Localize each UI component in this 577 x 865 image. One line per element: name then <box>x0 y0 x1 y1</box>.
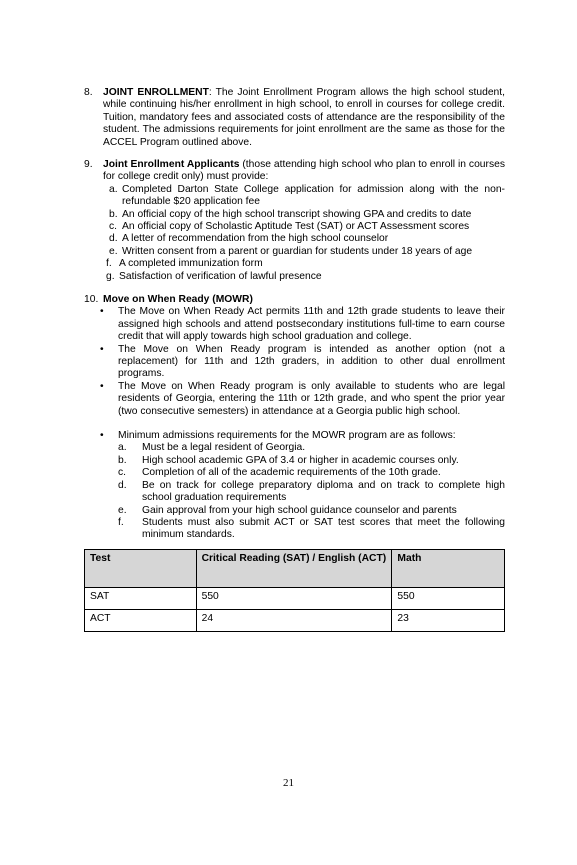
table-cell: ACT <box>85 610 197 632</box>
list-text: Gain approval from your high school guidance counselor and parents <box>142 504 457 516</box>
list-text: Written consent from a parent or guardian for students under 18 years of age <box>122 245 473 257</box>
test-score-table <box>84 549 505 632</box>
section-title: Move on When Ready (MOWR) <box>103 294 253 305</box>
bullet-text: The Move on When Ready program is only available to students who are legal residents of Georgia, entering the 11th or 12th grade, and who spent the prior year (two consecutive semesters) in attendance at a Georgia public high school. <box>118 380 505 417</box>
bullet-icon: • <box>100 380 104 392</box>
list-text: A completed immunization form <box>119 258 263 270</box>
list-item <box>106 258 505 270</box>
list-marker: f. <box>118 516 124 528</box>
list-text: Completed Darton State College application for admission along with the non-refundable $20 application fee <box>122 183 505 208</box>
list-text: Completion of all of the academic requirements of the 10th grade. <box>142 467 441 479</box>
section-number: 10. <box>84 294 99 305</box>
list-marker: b. <box>118 454 127 466</box>
list-item <box>109 246 505 258</box>
list-item <box>118 505 505 517</box>
page-number: 21 <box>283 777 294 789</box>
bullet-icon: • <box>100 306 104 318</box>
list-marker: b. <box>109 208 118 220</box>
section-paragraph <box>103 294 505 306</box>
section-title: JOINT ENROLLMENT <box>103 87 209 98</box>
requirements-list <box>84 184 505 283</box>
bullet-item <box>100 306 505 343</box>
list-item <box>109 209 505 221</box>
list-marker: d. <box>118 479 127 491</box>
list-text: Satisfaction of verification of lawful presence <box>119 270 322 282</box>
mowr-bullet-list <box>84 306 505 541</box>
list-item <box>109 233 505 245</box>
section-joint-enrollment-applicants <box>84 159 505 283</box>
column-header: Critical Reading (SAT) / English (ACT) <box>196 550 392 588</box>
section-move-on-when-ready <box>84 294 505 542</box>
bullet-item <box>100 430 505 542</box>
table-cell: SAT <box>85 588 197 610</box>
list-marker: g. <box>106 270 115 282</box>
list-marker: d. <box>109 233 118 245</box>
bullet-text: The Move on When Ready program is intended as another option (not a replacement) for 11th and 12th graders, in addition to other dual enrollment programs. <box>118 343 505 380</box>
list-item <box>106 271 505 283</box>
list-item <box>118 480 505 505</box>
bullet-item <box>100 381 505 418</box>
list-text: A letter of recommendation from the high school counselor <box>122 233 389 245</box>
list-item <box>118 455 505 467</box>
list-text: Students must also submit ACT or SAT test scores that meet the following minimum standards. <box>142 516 505 541</box>
section-paragraph <box>103 159 505 184</box>
list-marker: a. <box>109 183 118 195</box>
list-item <box>109 184 505 209</box>
list-text: An official copy of Scholastic Aptitude Test (SAT) or ACT Assessment scores <box>122 221 470 233</box>
list-item <box>118 442 505 454</box>
bullet-icon: • <box>100 430 104 442</box>
section-number: 8. <box>84 87 93 98</box>
table-row <box>85 610 505 632</box>
list-text: An official copy of the high school transcript showing GPA and credits to date <box>122 208 472 220</box>
table-row <box>85 588 505 610</box>
mowr-requirements-list <box>118 442 505 541</box>
section-title: Joint Enrollment Applicants <box>103 159 240 170</box>
list-text: High school academic GPA of 3.4 or higher in academic courses only. <box>142 454 459 466</box>
column-header: Math <box>392 550 505 588</box>
table-cell: 24 <box>196 610 392 632</box>
list-item <box>118 467 505 479</box>
section-text: : The Joint Enrollment Program allows the high school student, while continuing his/her enrollment in high school, to enroll in courses for college credit. Tuition, mandatory fees and associated costs of attendance are the responsibility of the student. The admissions requirements for joint enrollment are the same as those for the ACCEL Program outlined above. <box>103 87 505 148</box>
list-item <box>109 221 505 233</box>
section-text: (those attending high school who plan to enroll in courses for college credit only) must provide: <box>103 159 505 183</box>
list-marker: a. <box>118 442 127 454</box>
bullet-text: Minimum admissions requirements for the MOWR program are as follows: <box>118 430 456 442</box>
list-marker: c. <box>118 467 127 479</box>
list-marker: f. <box>106 258 112 270</box>
table-cell: 23 <box>392 610 505 632</box>
bullet-text: The Move on When Ready Act permits 11th and 12th grade students to leave their assigned high schools and attend postsecondary institutions full-time to earn course credit that will apply towards high school graduation and college. <box>118 306 505 343</box>
section-number: 9. <box>84 159 93 170</box>
list-text: Be on track for college preparatory diploma and on track to complete high school graduation requirements <box>142 479 505 504</box>
table-cell: 550 <box>196 588 392 610</box>
list-item <box>118 517 505 542</box>
bullet-item <box>100 344 505 381</box>
bullet-icon: • <box>100 343 104 355</box>
table-header-row <box>85 550 505 588</box>
list-text: Must be a legal resident of Georgia. <box>142 442 306 454</box>
list-marker: e. <box>109 245 118 257</box>
section-paragraph <box>103 87 505 149</box>
list-marker: e. <box>118 504 127 516</box>
column-header: Test <box>85 550 197 588</box>
list-marker: c. <box>109 221 118 233</box>
table-cell: 550 <box>392 588 505 610</box>
section-joint-enrollment <box>84 87 505 149</box>
